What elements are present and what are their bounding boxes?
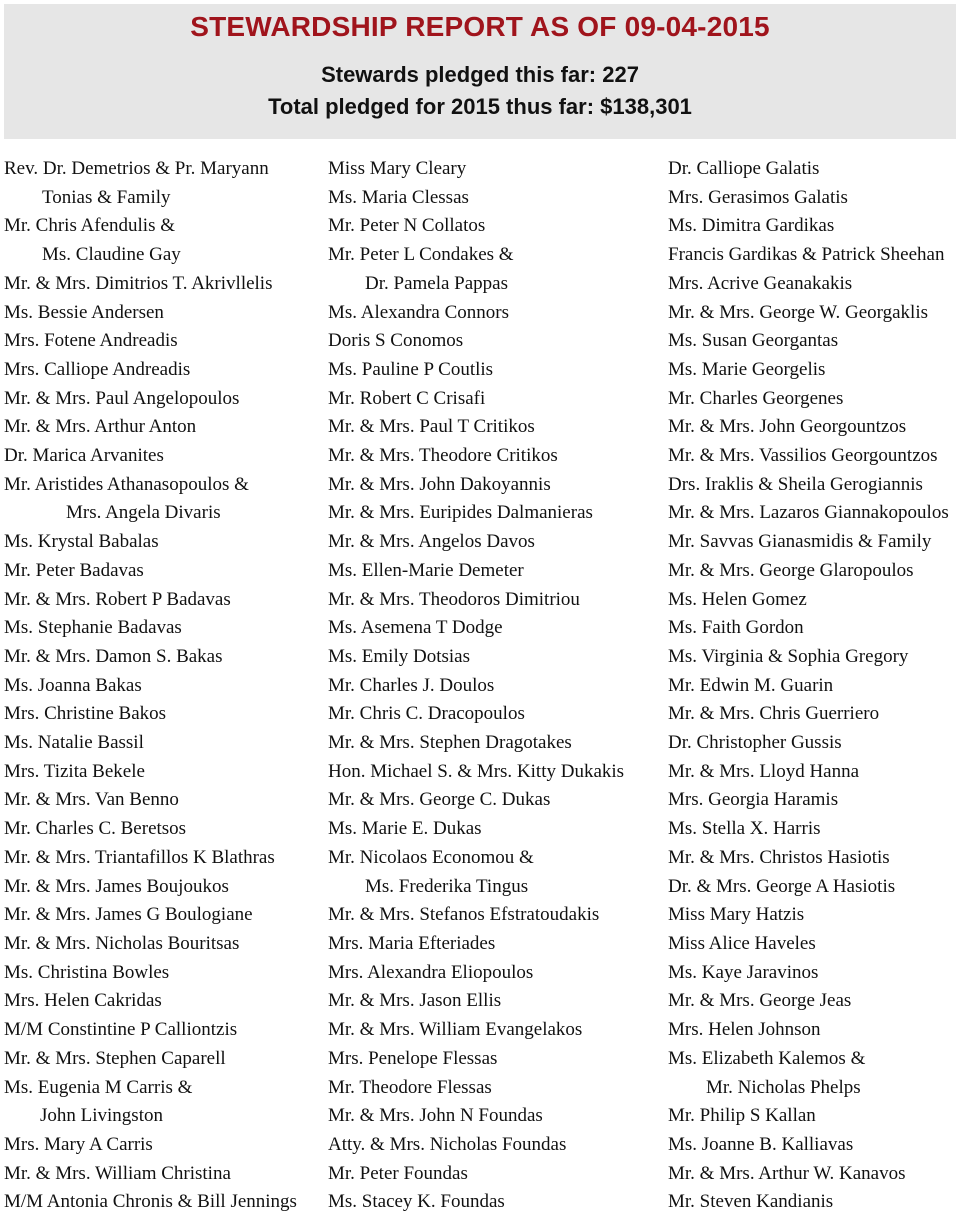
- steward-name: Mrs. Maria Efteriades: [328, 932, 496, 954]
- steward-name: Mr. & Mrs. Triantafillos K Blathras: [4, 846, 275, 868]
- steward-name: Drs. Iraklis & Sheila Gerogiannis: [668, 473, 923, 495]
- steward-name: Mr. & Mrs. Stephen Dragotakes: [328, 732, 572, 754]
- steward-name: Ms. Christina Bowles: [4, 961, 170, 983]
- steward-name: Mrs. Mary A Carris: [4, 1133, 153, 1155]
- steward-name: Mrs. Calliope Andreadis: [4, 358, 191, 380]
- steward-name: Francis Gardikas & Patrick Sheehan: [668, 244, 945, 266]
- steward-name: Mrs. Tizita Bekele: [4, 760, 145, 782]
- steward-name: Mr. & Mrs. William Evangelakos: [328, 1019, 583, 1041]
- steward-name: Dr. Marica Arvanites: [4, 445, 164, 467]
- steward-name: Mr. & Mrs. Paul T Critikos: [328, 416, 535, 438]
- steward-name: John Livingston: [40, 1105, 163, 1127]
- steward-name: Mr. & Mrs. George Jeas: [668, 990, 852, 1012]
- steward-name: Ms. Natalie Bassil: [4, 732, 144, 754]
- steward-name: Ms. Stephanie Badavas: [4, 617, 182, 639]
- steward-name: Mr. & Mrs. Lloyd Hanna: [668, 760, 860, 782]
- steward-name: Mrs. Alexandra Eliopoulos: [328, 961, 534, 983]
- steward-name: Ms. Eugenia M Carris &: [4, 1076, 193, 1098]
- steward-name: Mr. Peter Foundas: [328, 1162, 468, 1184]
- steward-name: Mrs. Helen Cakridas: [4, 990, 162, 1012]
- steward-name: Ms. Dimitra Gardikas: [668, 215, 835, 237]
- steward-name: Dr. Calliope Galatis: [668, 158, 820, 179]
- steward-name: Ms. Joanne B. Kalliavas: [668, 1133, 854, 1155]
- steward-name: Miss Mary Cleary: [328, 158, 467, 179]
- steward-name: Hon. Michael S. & Mrs. Kitty Dukakis: [328, 760, 625, 782]
- steward-name: Mr. & Mrs. Stefanos Efstratoudakis: [328, 904, 600, 926]
- steward-name: Mrs. Christine Bakos: [4, 703, 167, 725]
- steward-name: Rev. Dr. Demetrios & Pr. Maryann: [4, 158, 269, 179]
- steward-name: Mr. & Mrs. Paul Angelopoulos: [4, 387, 240, 409]
- steward-name: Ms. Stella X. Harris: [668, 818, 821, 840]
- steward-name: Mr. & Mrs. John Dakoyannis: [328, 473, 551, 495]
- steward-name: Ms. Elizabeth Kalemos &: [668, 1047, 866, 1069]
- steward-name: Mr. & Mrs. Arthur Anton: [4, 416, 197, 438]
- steward-name: Mr. Peter L Condakes &: [328, 244, 514, 266]
- steward-name: Ms. Marie Georgelis: [668, 358, 826, 380]
- steward-name: Mrs. Helen Johnson: [668, 1019, 821, 1041]
- steward-name: Ms. Bessie Andersen: [4, 301, 164, 323]
- steward-name: Mrs. Gerasimos Galatis: [668, 186, 848, 208]
- steward-name: Mr. & Mrs. Stephen Caparell: [4, 1047, 226, 1069]
- steward-name: Ms. Susan Georgantas: [668, 330, 839, 352]
- steward-column-1: [4, 155, 297, 1217]
- steward-name: Mr. & Mrs. Nicholas Bouritsas: [4, 932, 240, 954]
- steward-name: Mrs. Georgia Haramis: [668, 789, 839, 811]
- steward-name: Ms. Alexandra Connors: [328, 301, 510, 323]
- steward-name: Mr. & Mrs. Christos Hasiotis: [668, 846, 890, 868]
- steward-name: Atty. & Mrs. Nicholas Foundas: [328, 1133, 567, 1155]
- steward-name: Ms. Ellen-Marie Demeter: [328, 559, 524, 581]
- steward-name: Mr. & Mrs. Euripides Dalmanieras: [328, 502, 593, 524]
- steward-name: Mr. & Mrs. George W. Georgaklis: [668, 301, 929, 323]
- steward-name: Mr. Chris Afendulis &: [4, 215, 176, 237]
- steward-name: Mrs. Penelope Flessas: [328, 1047, 498, 1069]
- steward-name: Mr. & Mrs. Theodore Critikos: [328, 445, 558, 467]
- steward-name: Mr. & Mrs. John N Foundas: [328, 1105, 543, 1127]
- steward-name: Mr. Peter Badavas: [4, 559, 144, 581]
- steward-name: Ms. Claudine Gay: [42, 244, 181, 266]
- steward-name: Mr. Edwin M. Guarin: [668, 674, 834, 696]
- steward-name: Mr. Charles J. Doulos: [328, 674, 495, 696]
- steward-name: Mr. & Mrs. George Glaropoulos: [668, 559, 914, 581]
- steward-name: Mrs. Angela Divaris: [66, 502, 221, 524]
- steward-name: Mrs. Acrive Geanakakis: [668, 272, 853, 294]
- steward-name: Mr. & Mrs. James G Boulogiane: [4, 904, 253, 926]
- steward-name: Ms. Faith Gordon: [668, 617, 804, 639]
- steward-name: Mr. Philip S Kallan: [668, 1105, 816, 1127]
- steward-name: Mr. & Mrs. Chris Guerriero: [668, 703, 880, 725]
- steward-name: Mr. Peter N Collatos: [328, 215, 486, 237]
- steward-name: Mr. Aristides Athanasopoulos &: [4, 473, 249, 495]
- steward-name: Ms. Kaye Jaravinos: [668, 961, 819, 983]
- steward-name: Mr. & Mrs. Dimitrios T. Akrivllelis: [4, 272, 273, 294]
- steward-name: Mr. & Mrs. Van Benno: [4, 789, 179, 811]
- steward-name: Ms. Asemena T Dodge: [328, 617, 503, 639]
- steward-name: Mr. & Mrs. Damon S. Bakas: [4, 645, 223, 667]
- steward-name: Mr. & Mrs. Jason Ellis: [328, 990, 502, 1012]
- steward-name: Dr. Christopher Gussis: [668, 732, 842, 754]
- steward-name: Mr. Nicholas Phelps: [706, 1076, 861, 1098]
- steward-name: Mr. Robert C Crisafi: [328, 387, 486, 409]
- report-title: STEWARDSHIP REPORT AS OF 09-04-2015: [190, 11, 770, 42]
- steward-name: M/M Constintine P Calliontzis: [4, 1019, 238, 1041]
- steward-name: Ms. Joanna Bakas: [4, 674, 142, 696]
- steward-name: Dr. & Mrs. George A Hasiotis: [668, 875, 896, 897]
- steward-name: Ms. Virginia & Sophia Gregory: [668, 645, 909, 667]
- steward-name: M/M Antonia Chronis & Bill Jennings: [4, 1191, 297, 1213]
- steward-name: Dr. Pamela Pappas: [365, 272, 509, 294]
- steward-name: Mr. Nicolaos Economou &: [328, 846, 534, 868]
- steward-name: Mr. & Mrs. Arthur W. Kanavos: [668, 1162, 906, 1184]
- steward-name: Mr. Chris C. Dracopoulos: [328, 703, 525, 725]
- steward-name: Ms. Helen Gomez: [668, 588, 807, 610]
- steward-name: Ms. Krystal Babalas: [4, 531, 159, 553]
- steward-name: Ms. Pauline P Coutlis: [328, 358, 494, 380]
- steward-name: Mr. & Mrs. George C. Dukas: [328, 789, 551, 811]
- steward-name: Doris S Conomos: [328, 330, 464, 352]
- steward-name: Mr. Charles Georgenes: [668, 387, 844, 409]
- steward-name: Mr. & Mrs. James Boujoukos: [4, 875, 229, 897]
- steward-name: Mr. Charles C. Beretsos: [4, 818, 187, 840]
- steward-name: Mr. & Mrs. Vassilios Georgountzos: [668, 445, 938, 467]
- steward-name: Tonias & Family: [42, 186, 171, 208]
- steward-name: Mrs. Fotene Andreadis: [4, 330, 178, 352]
- steward-name: Mr. Steven Kandianis: [668, 1191, 834, 1213]
- steward-column-3: [668, 155, 949, 1217]
- steward-name: Ms. Marie E. Dukas: [328, 818, 482, 840]
- steward-name: Mr. & Mrs. Robert P Badavas: [4, 588, 231, 610]
- steward-name: Mr. & Mrs. William Christina: [4, 1162, 231, 1184]
- steward-name: Ms. Emily Dotsias: [328, 645, 470, 667]
- steward-name: Mr. & Mrs. John Georgountzos: [668, 416, 907, 438]
- steward-name: Miss Mary Hatzis: [668, 904, 805, 926]
- total-pledged-amount: Total pledged for 2015 thus far: $138,301: [268, 94, 692, 119]
- steward-name: Mr. & Mrs. Theodoros Dimitriou: [328, 588, 580, 610]
- stewards-pledged-count: Stewards pledged this far: 227: [321, 62, 639, 87]
- steward-name: Ms. Stacey K. Foundas: [328, 1191, 505, 1213]
- steward-name: Ms. Maria Clessas: [328, 186, 469, 208]
- steward-name: Mr. & Mrs. Lazaros Giannakopoulos: [668, 502, 949, 524]
- steward-name: Mr. Savvas Gianasmidis & Family: [668, 531, 932, 553]
- steward-column-2: [328, 155, 624, 1217]
- steward-name: Mr. Theodore Flessas: [328, 1076, 492, 1098]
- steward-name: Mr. & Mrs. Angelos Davos: [328, 531, 535, 553]
- steward-name: Miss Alice Haveles: [668, 932, 816, 954]
- steward-name: Ms. Frederika Tingus: [365, 875, 529, 897]
